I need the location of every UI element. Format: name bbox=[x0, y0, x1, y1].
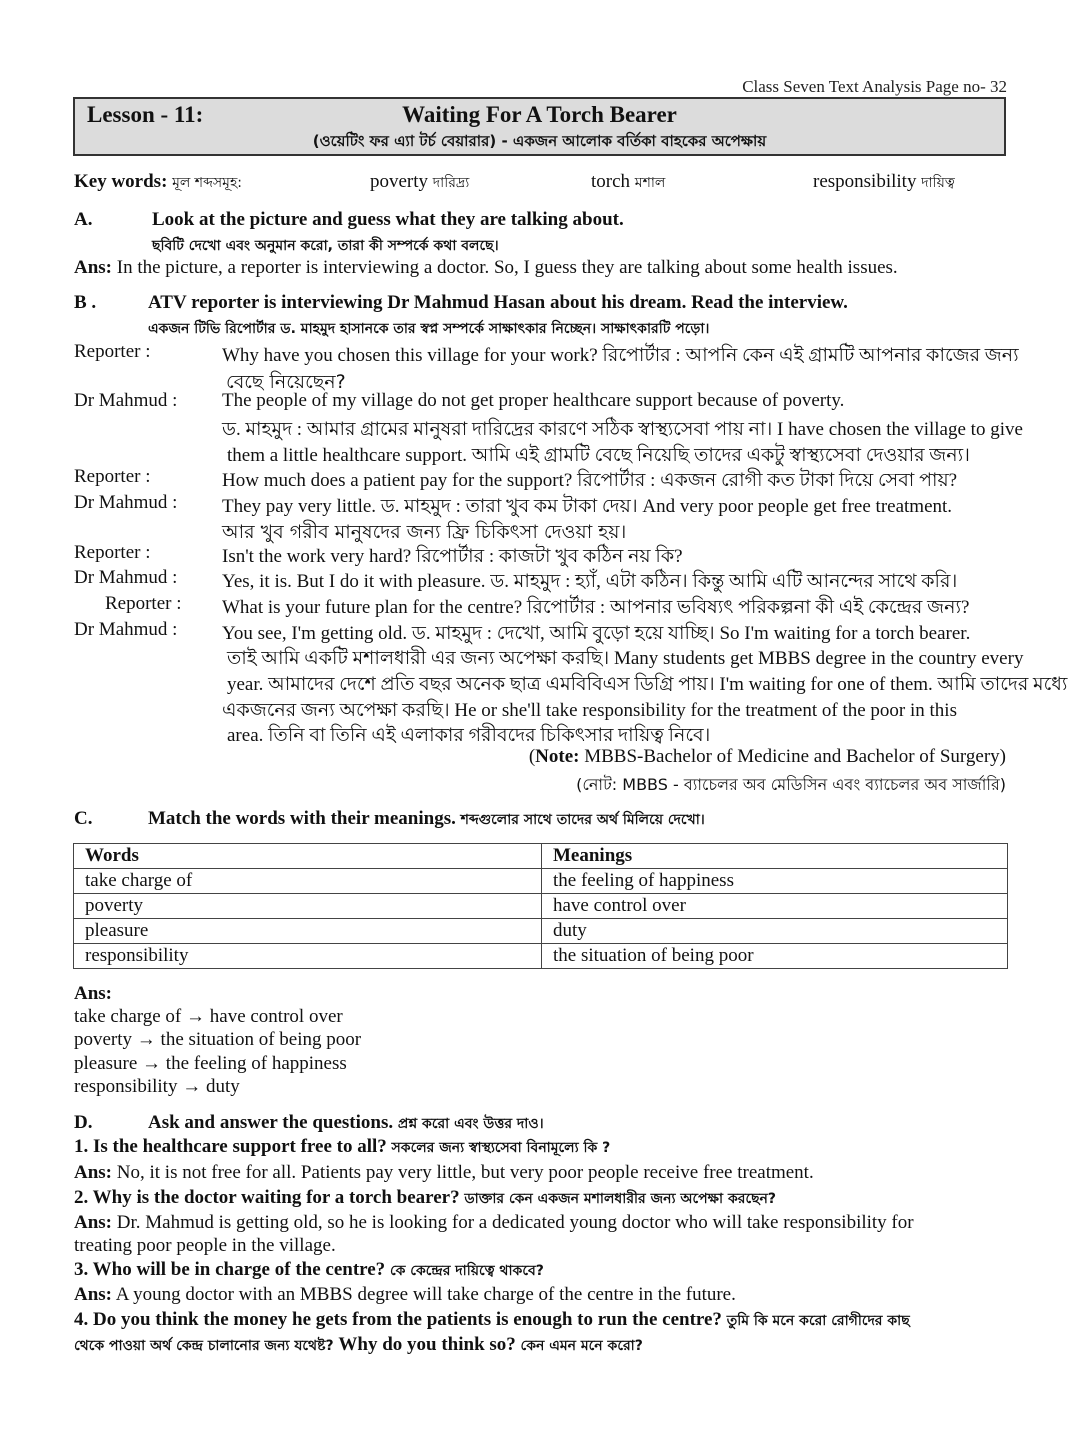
dialogue-line: Why have you chosen this village for your work? রিপোর্টার : আপনি কেন এই গ্রামটি আপনার কাজের জন্য bbox=[222, 345, 1019, 366]
section-b-letter: B . bbox=[74, 292, 97, 313]
dialogue-speaker: Dr Mahmud : bbox=[74, 619, 178, 640]
page-header: Class Seven Text Analysis Page no- 32 bbox=[742, 77, 1007, 96]
dialogue-line: area. তিনি বা তিনি এই এলাকার গরীবদের চিকিৎসার দায়িত্ব নিবে। bbox=[227, 725, 711, 746]
table-row bbox=[74, 944, 1008, 969]
section-a-letter: A. bbox=[74, 209, 93, 230]
question-continued: থেকে পাওয়া অর্থ কেন্দ্র চালানোর জন্য যথেষ্ট? Why do you think so? কেন এমন মনে করো? bbox=[74, 1334, 643, 1355]
table-cell: the situation of being poor bbox=[542, 944, 1008, 969]
section-c-instruction: Match the words with their meanings. শব্দগুলোর সাথে তাদের অর্থ মিলিয়ে দেখো। bbox=[148, 808, 705, 829]
dialogue-line: একজনের জন্য অপেক্ষা করছি। He or she'll take responsibility for the treatment of the poor in this bbox=[222, 700, 957, 721]
table-cell: the feeling of happiness bbox=[542, 869, 1008, 894]
table-row bbox=[74, 894, 1008, 919]
key-word-item: poverty দারিদ্র্য bbox=[370, 171, 470, 192]
dialogue-line: তাই আমি একটি মশালধারী এর জন্য অপেক্ষা করছি। Many students get MBBS degree in the country every bbox=[227, 648, 1024, 669]
table-row bbox=[74, 869, 1008, 894]
dialogue-speaker: Dr Mahmud : bbox=[74, 390, 178, 411]
table-cell: duty bbox=[542, 919, 1008, 944]
match-answer: poverty → the situation of being poor bbox=[74, 1029, 362, 1050]
match-answer: take charge of → have control over bbox=[74, 1006, 343, 1027]
dialogue-line: You see, I'm getting old. ড. মাহমুদ : দেখো, আমি বুড়ো হয়ে যাচ্ছি। So I'm waiting for a torch bearer. bbox=[222, 623, 971, 644]
answer: Ans: Dr. Mahmud is getting old, so he is looking for a dedicated young doctor who will take responsibility for bbox=[74, 1212, 914, 1233]
answer: Ans: A young doctor with an MBBS degree will take charge of the centre in the future. bbox=[74, 1284, 736, 1305]
dialogue-line: them a little healthcare support. আমি এই গ্রামটি বেছে নিয়েছি তাদের একটু স্বাস্থ্যসেবা দেওয়ার জন্য। bbox=[227, 445, 970, 466]
key-word-item: responsibility দায়িত্ব bbox=[813, 171, 955, 192]
table-cell: pleasure bbox=[74, 919, 542, 944]
table-header-meanings: Meanings bbox=[542, 844, 1008, 869]
table-cell: have control over bbox=[542, 894, 1008, 919]
table-header-row bbox=[74, 844, 1008, 869]
dialogue-speaker: Reporter : bbox=[105, 593, 182, 614]
match-answer: responsibility → duty bbox=[74, 1076, 240, 1097]
section-d-letter: D. bbox=[74, 1112, 93, 1133]
section-c-ans-label: Ans: bbox=[74, 983, 113, 1004]
section-a-instruction-bn: ছবিটি দেখো এবং অনুমান করো, তারা কী সম্পর্কে কথা বলছে। bbox=[152, 238, 499, 254]
dialogue-line: Isn't the work very hard? রিপোর্টার : কাজটা খুব কঠিন নয় কি? bbox=[222, 546, 683, 567]
dialogue-speaker: Reporter : bbox=[74, 341, 151, 362]
lesson-subtitle: (ওয়েটিং ফর এ্যা টর্চ বেয়ারার) - একজন আলোক বর্তিকা বাহকের অপেক্ষায় bbox=[312, 132, 767, 150]
answer-continued: treating poor people in the village. bbox=[74, 1235, 336, 1256]
section-c-letter: C. bbox=[74, 808, 93, 829]
dialogue-line: year. আমাদের দেশে প্রতি বছর অনেক ছাত্র এমবিবিএস ডিগ্রি পায়। I'm waiting for one of them. আমি তাদের মধ্যে bbox=[227, 674, 1068, 695]
dialogue-line: Yes, it is. But I do it with pleasure. ড. মাহমুদ : হ্যাঁ, এটা কঠিন। কিন্তু আমি এটি আনন্দের সাথে করি। bbox=[222, 571, 958, 592]
dialogue-speaker: Reporter : bbox=[74, 466, 151, 487]
section-d-instruction: Ask and answer the questions. প্রশ্ন করো এবং উত্তর দাও। bbox=[148, 1112, 544, 1133]
dialogue-speaker: Reporter : bbox=[74, 542, 151, 563]
key-words-label: Key words: মূল শব্দসমূহ: bbox=[74, 171, 243, 192]
key-word-item: torch মশাল bbox=[591, 171, 666, 192]
section-b-instruction-bn: একজন টিভি রিপোর্টার ড. মাহমুদ হাসানকে তার স্বপ্ন সম্পর্কে সাক্ষাৎকার নিচ্ছেন। সাক্ষাৎকারটি পড়ো। bbox=[148, 321, 710, 337]
section-a-instruction: Look at the picture and guess what they are talking about. bbox=[152, 209, 624, 230]
question: 4. Do you think the money he gets from the patients is enough to run the centre? তুমি কি মনে করো রোগীদের কাছ bbox=[74, 1309, 910, 1330]
table-cell: responsibility bbox=[74, 944, 542, 969]
question: 3. Who will be in charge of the centre? কে কেন্দ্রের দায়িত্বে থাকবে? bbox=[74, 1259, 544, 1280]
table-cell: poverty bbox=[74, 894, 542, 919]
table-cell: take charge of bbox=[74, 869, 542, 894]
question: 2. Why is the doctor waiting for a torch bearer? ডাক্তার কেন একজন মশালধারীর জন্য অপেক্ষা করছেন? bbox=[74, 1187, 777, 1208]
answer: Ans: No, it is not free for all. Patients pay very little, but very poor people receive free treatment. bbox=[74, 1162, 814, 1183]
dialogue-line: What is your future plan for the centre? রিপোর্টার : আপনার ভবিষ্যৎ পরিকল্পনা কী এই কেন্দ্রের জন্য? bbox=[222, 597, 970, 618]
dialogue-line: আর খুব গরীব মানুষদের জন্য ফ্রি চিকিৎসা দেওয়া হয়। bbox=[222, 521, 627, 543]
match-table bbox=[73, 843, 1008, 969]
dialogue-line: The people of my village do not get proper healthcare support because of poverty. bbox=[222, 390, 845, 411]
dialogue-line: ড. মাহমুদ : আমার গ্রামের মানুষরা দারিদ্রের কারণে সঠিক স্বাস্থ্যসেবা পায় না। I have chosen the village to give bbox=[222, 419, 1023, 440]
dialogue-line: They pay very little. ড. মাহমুদ : তারা খুব কম টাকা দেয়। And very poor people get free treatment. bbox=[222, 496, 953, 517]
lesson-title-box bbox=[73, 97, 1006, 156]
question: 1. Is the healthcare support free to all? সকলের জন্য স্বাস্থ্যসেবা বিনামূল্যে কি ? bbox=[74, 1136, 611, 1157]
lesson-label: Lesson - 11: bbox=[87, 102, 204, 127]
table-row bbox=[74, 919, 1008, 944]
dialogue-speaker: Dr Mahmud : bbox=[74, 492, 178, 513]
section-b-instruction: ATV reporter is interviewing Dr Mahmud Hasan about his dream. Read the interview. bbox=[148, 292, 848, 313]
dialogue-line: বেছে নিয়েছেন? bbox=[226, 371, 346, 393]
dialogue-speaker: Dr Mahmud : bbox=[74, 567, 178, 588]
table-header-words: Words bbox=[74, 844, 542, 869]
section-a-answer: Ans: In the picture, a reporter is interviewing a doctor. So, I guess they are talking about some health issues. bbox=[74, 257, 898, 278]
lesson-title: Waiting For A Torch Bearer bbox=[402, 102, 677, 127]
dialogue-line: How much does a patient pay for the support? রিপোর্টার : একজন রোগী কত টাকা দিয়ে সেবা পায়? bbox=[222, 470, 958, 491]
mbbs-note-bn: (নোট: MBBS - ব্যাচেলর অব মেডিসিন এবং ব্যাচেলর অব সার্জারি) bbox=[576, 775, 1006, 794]
mbbs-note: (Note: MBBS-Bachelor of Medicine and Bachelor of Surgery) bbox=[528, 746, 1006, 767]
match-answer: pleasure → the feeling of happiness bbox=[74, 1053, 347, 1074]
